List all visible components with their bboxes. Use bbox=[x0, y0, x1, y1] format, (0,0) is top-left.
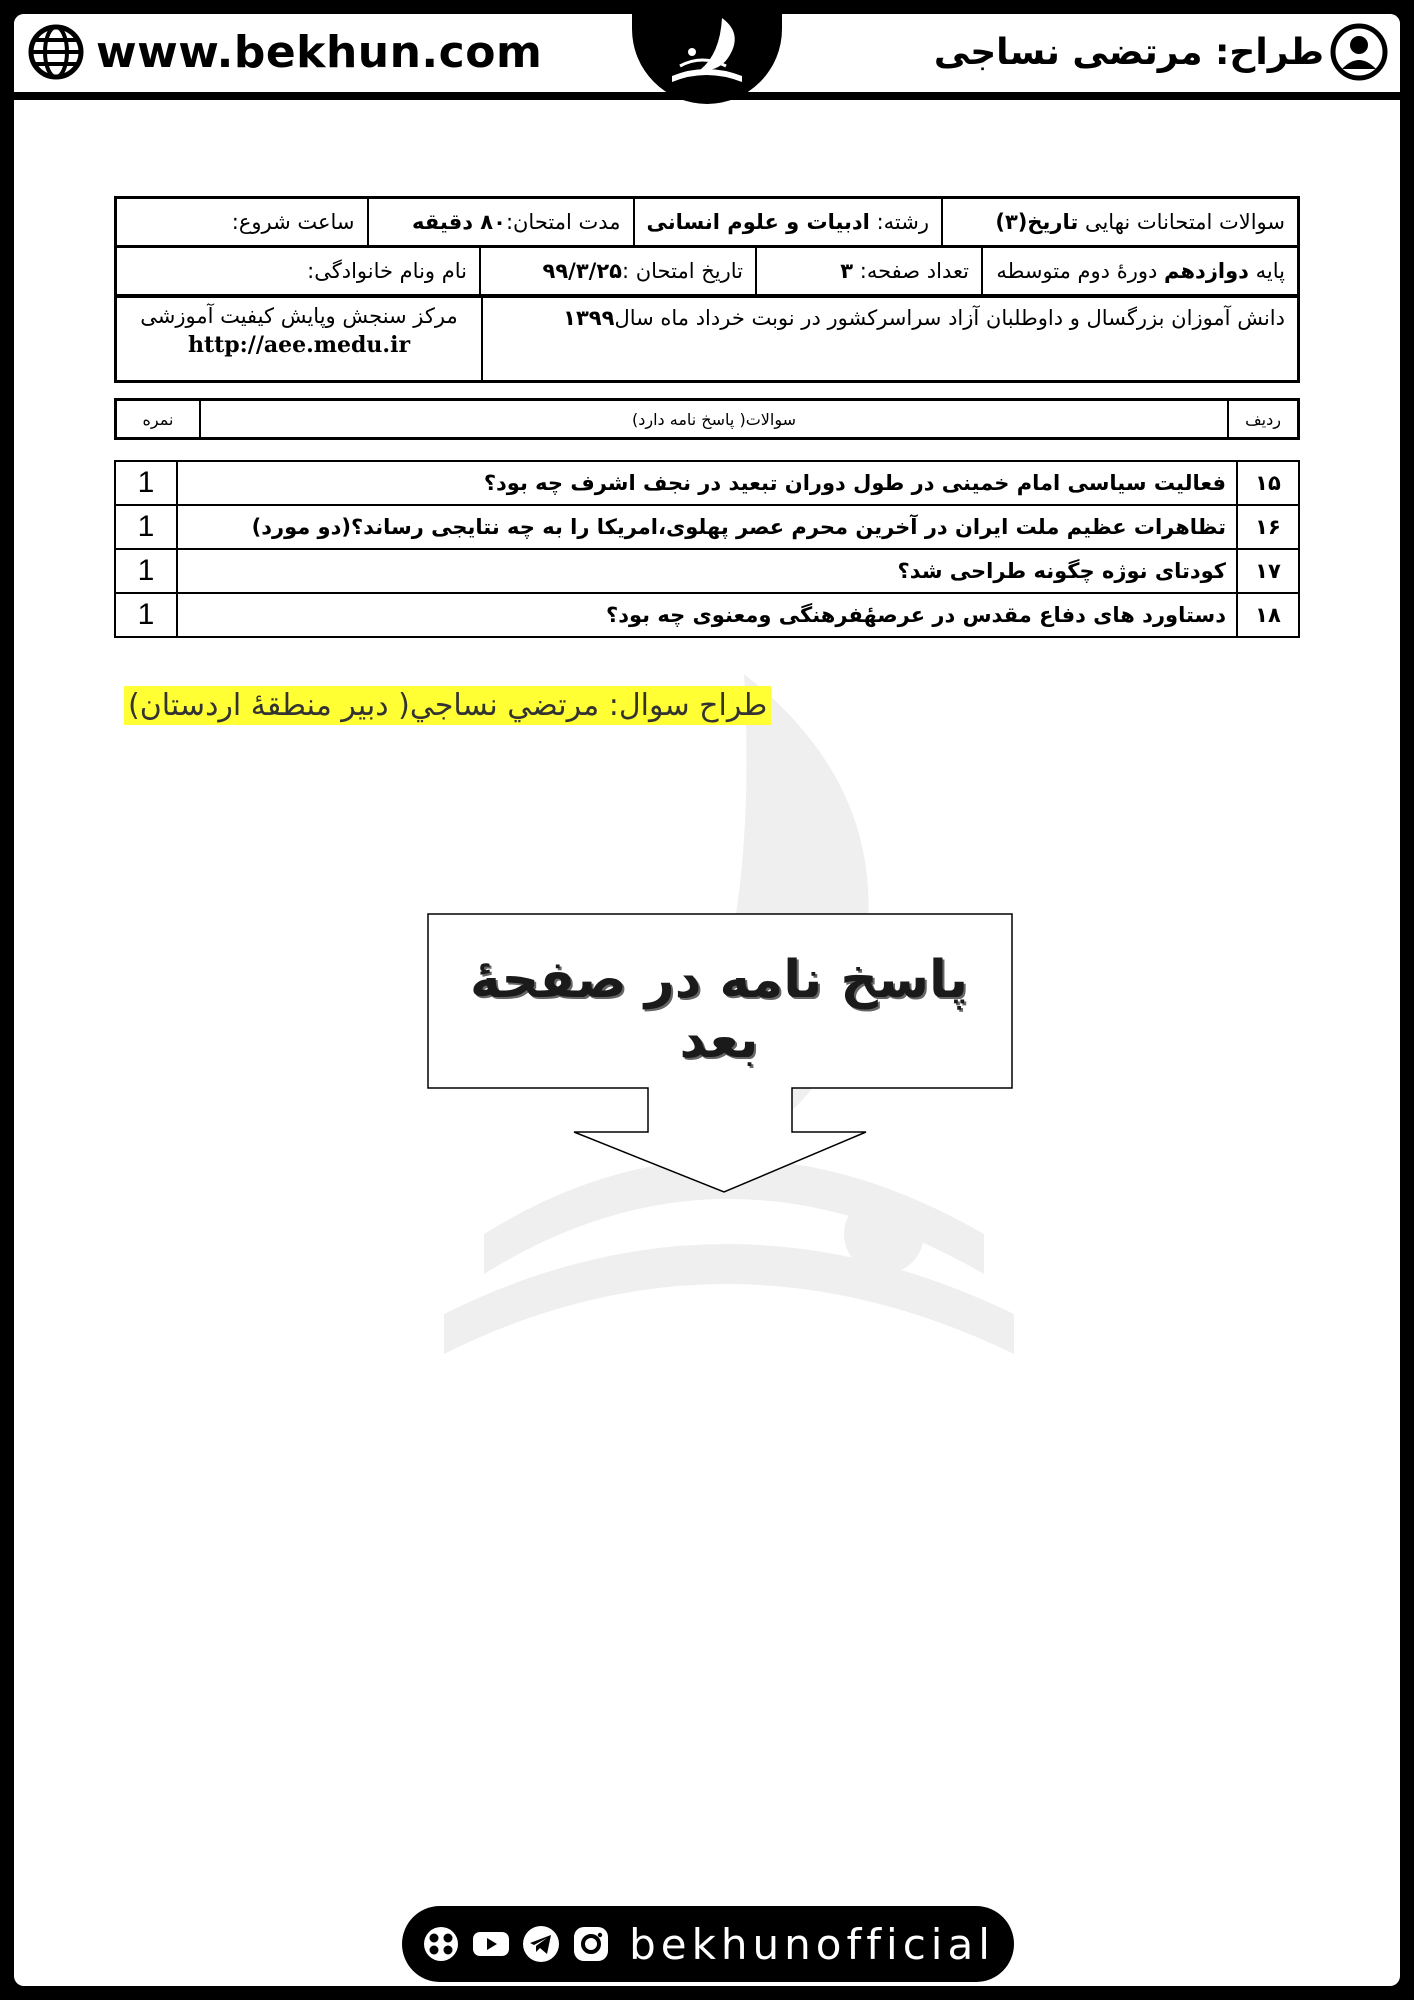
answer-next-page-note: پاسخ نامه در صفحهٔ بعد bbox=[469, 950, 969, 1070]
exam-date-cell bbox=[480, 247, 756, 296]
globe-icon bbox=[28, 24, 84, 80]
name-cell bbox=[116, 247, 481, 296]
feather-logo-icon bbox=[662, 14, 752, 94]
brand-logo bbox=[632, 14, 782, 104]
question-number: ۱۵ bbox=[1237, 461, 1299, 505]
duration-value: ۸۰ دقیقه bbox=[412, 210, 506, 234]
question-designer-note: طراح سوال: مرتضي نساجي( دبير منطقهٔ اردستان) bbox=[124, 686, 771, 725]
pages-value: ۳ bbox=[840, 259, 854, 283]
question-text: دستاورد های دفاع مقدس در عرصهٔفرهنگی ومعنوی چه بود؟ bbox=[177, 593, 1237, 637]
questions-table bbox=[114, 460, 1300, 638]
youtube-icon[interactable] bbox=[471, 1924, 511, 1964]
field-cell bbox=[634, 198, 942, 247]
start-time-label: ساعت شروع: bbox=[231, 210, 355, 234]
pages-cell bbox=[756, 247, 982, 296]
site-url: www.bekhun.com bbox=[96, 26, 543, 78]
exam-title-cell bbox=[942, 198, 1299, 247]
header-bar bbox=[14, 14, 1400, 100]
question-score: 1 bbox=[115, 505, 177, 549]
question-row bbox=[115, 461, 1299, 505]
questions-header: سوالات( پاسخ نامه دارد) bbox=[200, 400, 1228, 439]
exam-subject: تاریخ(۳) bbox=[995, 210, 1079, 234]
telegram-icon[interactable] bbox=[521, 1924, 561, 1964]
question-score: 1 bbox=[115, 593, 177, 637]
aparat-icon[interactable] bbox=[421, 1924, 461, 1964]
exam-info-table-row2 bbox=[114, 246, 1300, 297]
question-number: ۱۷ bbox=[1237, 549, 1299, 593]
question-score: 1 bbox=[115, 461, 177, 505]
designer-label: طراح: مرتضی نساجی bbox=[933, 31, 1324, 73]
grade-prefix: پایه bbox=[1255, 259, 1285, 283]
question-text: کودتای نوژه چگونه طراحی شد؟ bbox=[177, 549, 1237, 593]
exam-date-label: تاریخ امتحان : bbox=[621, 259, 743, 283]
students-text: دانش آموزان بزرگسال و داوطلبان آزاد سراسرکشور در نوبت خرداد ماه سال bbox=[614, 306, 1285, 330]
duration-label: مدت امتحان: bbox=[505, 210, 621, 234]
grade-cell bbox=[982, 247, 1299, 296]
user-avatar-icon bbox=[1330, 23, 1388, 81]
center-name: مرکز سنجش وپایش کیفیت آموزشی bbox=[140, 304, 458, 328]
designer-badge bbox=[934, 22, 1388, 82]
center-cell bbox=[116, 297, 483, 382]
social-handle[interactable]: bekhunofficial bbox=[629, 1919, 995, 1969]
grade-value: دوازدهم bbox=[1164, 259, 1249, 283]
question-row bbox=[115, 505, 1299, 549]
question-text: فعالیت سیاسی امام خمینی در طول دوران تبعید در نجف اشرف چه بود؟ bbox=[177, 461, 1237, 505]
field-value: ادبیات و علوم انسانی bbox=[646, 210, 870, 234]
exam-date-value: ۹۹/۳/۲۵ bbox=[542, 259, 622, 283]
instagram-icon[interactable] bbox=[571, 1924, 611, 1964]
question-text: تظاهرات عظیم ملت ایران در آخرین محرم عصر پهلوی،امریکا را به چه نتایجی رساند؟(دو مورد) bbox=[177, 505, 1237, 549]
field-label: رشته: bbox=[876, 210, 929, 234]
question-row bbox=[115, 593, 1299, 637]
question-header-table bbox=[114, 398, 1300, 440]
students-cell bbox=[482, 297, 1299, 382]
exam-page bbox=[14, 14, 1400, 1986]
question-score: 1 bbox=[115, 549, 177, 593]
name-label: نام ونام خانوادگی: bbox=[307, 259, 467, 283]
exam-info-table-row3 bbox=[114, 296, 1300, 383]
question-number: ۱۶ bbox=[1237, 505, 1299, 549]
score-header: نمره bbox=[116, 400, 201, 439]
grade-suffix: دورهٔ دوم متوسطه bbox=[996, 259, 1158, 283]
exam-info-table bbox=[114, 196, 1300, 248]
question-row bbox=[115, 549, 1299, 593]
row-header: ردیف bbox=[1228, 400, 1299, 439]
exam-title-prefix: سوالات امتحانات نهایی bbox=[1084, 210, 1285, 234]
exam-year: ۱۳۹۹ bbox=[563, 306, 615, 330]
question-number: ۱۸ bbox=[1237, 593, 1299, 637]
social-footer bbox=[402, 1906, 1014, 1982]
pages-label: تعداد صفحه: bbox=[859, 259, 969, 283]
duration-cell bbox=[368, 198, 634, 247]
center-url[interactable]: http://aee.medu.ir bbox=[187, 332, 411, 358]
site-link[interactable] bbox=[28, 22, 542, 82]
start-time-cell bbox=[116, 198, 368, 247]
